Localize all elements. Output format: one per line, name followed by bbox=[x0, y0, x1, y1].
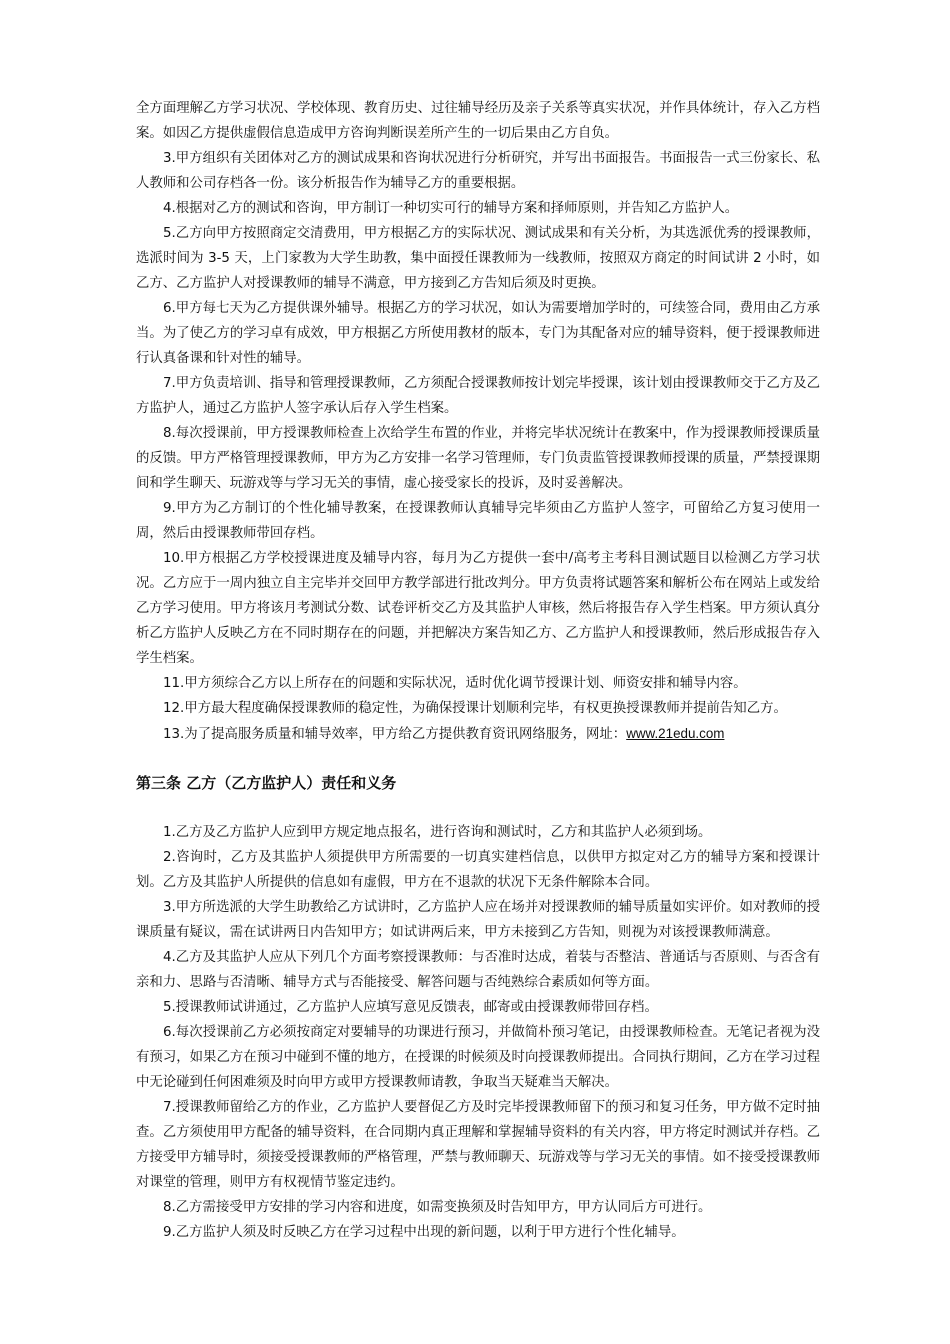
clause-3-9: 9.乙方监护人须及时反映乙方在学习过程中出现的新问题，以利于甲方进行个性化辅导。 bbox=[163, 1225, 685, 1240]
clause-2-13-text: 13.为了提高服务质量和辅导效率，甲方给乙方提供教育资讯网络服务，网址： bbox=[163, 727, 627, 742]
clause-3-2: 2.咨询时，乙方及其监护人须提供甲方所需要的一切真实建档信息，以供甲方拟定对乙方的辅导方案和授课计划。乙方及其监护人所提供的信息如有虚假，甲方在不退款的状况下无条件解除本合同。 bbox=[136, 850, 820, 890]
clause-3-7: 7.授课教师留给乙方的作业，乙方监护人要督促乙方及时完毕授课教师留下的预习和复习任务，甲方做不定时抽查。乙方须使用甲方配备的辅导资料，在合同期内真正理解和掌握辅导资料的有关内容，甲方将定时测试并存档。乙方接受甲方辅导时，须接受授课教师的严格管理，严禁与教师聊天、玩游戏等与学习无关的事情。如不接受授课教师对课堂的管理，则甲方有权视情节鉴定违约。 bbox=[136, 1100, 820, 1190]
clause-2-7: 7.甲方负责培训、指导和管理授课教师，乙方须配合授课教师按计划完毕授课，该计划由授课教师交于乙方及乙方监护人，通过乙方监护人签字承认后存入学生档案。 bbox=[136, 376, 820, 416]
clause-2-11: 11.甲方须综合乙方以上所存在的问题和实际状况，适时优化调节授课计划、师资安排和辅导内容。 bbox=[163, 676, 747, 691]
clause-2-3: 3.甲方组织有关团体对乙方的测试成果和咨询状况进行分析研究，并写出书面报告。书面报告一式三份家长、私人教师和公司存档各一份。该分析报告作为辅导乙方的重要根据。 bbox=[136, 151, 820, 191]
section-3-heading: 第三条 乙方（乙方监护人）责任和义务 bbox=[136, 774, 397, 792]
clause-3-8: 8.乙方需接受甲方安排的学习内容和进度，如需变换须及时告知甲方，甲方认同后方可进行。 bbox=[163, 1200, 712, 1215]
clause-2-10: 10.甲方根据乙方学校授课进度及辅导内容，每月为乙方提供一套中/高考主考科目测试题目以检测乙方学习状况。乙方应于一周内独立自主完毕并交回甲方教学部进行批改判分。甲方负责将试题答案和解析公布在网站上或发给乙方学习使用。甲方将该月考测试分数、试卷评析交乙方及其监护人审核，然后将报告存入学生档案。甲方须认真分析乙方监护人反映乙方在不同时期存在的问题，并把解决方案告知乙方、乙方监护人和授课教师，然后形成报告存入学生档案。 bbox=[136, 551, 820, 666]
clause-3-1: 1.乙方及乙方监护人应到甲方规定地点报名，进行咨询和测试时，乙方和其监护人必须到场。 bbox=[163, 825, 712, 840]
clause-2-9: 9.甲方为乙方制订的个性化辅导教案，在授课教师认真辅导完毕须由乙方监护人签字，可留给乙方复习使用一周，然后由授课教师带回存档。 bbox=[136, 501, 820, 541]
paragraph-continued: 全方面理解乙方学习状况、学校体现、教育历史、过往辅导经历及亲子关系等真实状况，并作具体统计，存入乙方档案。如因乙方提供虚假信息造成甲方咨询判断误差所产生的一切后果由乙方自负。 bbox=[136, 101, 820, 141]
clause-2-4: 4.根据对乙方的测试和咨询，甲方制订一种切实可行的辅导方案和择师原则，并告知乙方监护人。 bbox=[163, 201, 739, 216]
clause-2-5: 5.乙方向甲方按照商定交清费用，甲方根据乙方的实际状况、测试成果和有关分析，为其选派优秀的授课教师，选派时间为 3-5 天，上门家教为大学生助教，集中面授任课教师为一线教师，按照双方商定的时间试讲 2 小时，如乙方、乙方监护人对授课教师的辅导不满意，甲方接到乙方告知后须及时更换。 bbox=[136, 226, 820, 291]
clause-3-4: 4.乙方及其监护人应从下列几个方面考察授课教师：与否准时达成，着装与否整洁、普通话与否原则、与否含有亲和力、思路与否清晰、辅导方式与否能接受、解答问题与否纯熟综合素质如何等方面。 bbox=[136, 950, 820, 990]
clause-3-5: 5.授课教师试讲通过，乙方监护人应填写意见反馈表，邮寄或由授课教师带回存档。 bbox=[163, 1000, 658, 1015]
clause-2-12: 12.甲方最大程度确保授课教师的稳定性，为确保授课计划顺利完毕，有权更换授课教师并提前告知乙方。 bbox=[163, 701, 787, 716]
clause-2-13 bbox=[136, 721, 820, 747]
clause-2-8: 8.每次授课前，甲方授课教师检查上次给学生布置的作业，并将完毕状况统计在教案中，作为授课教师授课质量的反馈。甲方严格管理授课教师，甲方为乙方安排一名学习管理师，专门负责监管授课教师授课的质量，严禁授课期间和学生聊天、玩游戏等与学习无关的事情，虚心接受家长的投诉，及时妥善解决。 bbox=[136, 426, 820, 491]
document-body bbox=[136, 96, 820, 1245]
clause-2-6: 6.甲方每七天为乙方提供课外辅导。根据乙方的学习状况，如认为需要增加学时的，可续签合同，费用由乙方承当。为了使乙方的学习卓有成效，甲方根据乙方所使用教材的版本，专门为其配备对应的辅导资料，便于授课教师进行认真备课和针对性的辅导。 bbox=[136, 301, 820, 366]
website-link[interactable]: www.21edu.com bbox=[626, 726, 725, 741]
clause-3-3: 3.甲方所选派的大学生助教给乙方试讲时，乙方监护人应在场并对授课教师的辅导质量如实评价。如对教师的授课质量有疑议，需在试讲两日内告知甲方；如试讲两后来，甲方未接到乙方告知，则视为对该授课教师满意。 bbox=[136, 900, 820, 940]
clause-3-6: 6.每次授课前乙方必须按商定对要辅导的功课进行预习，并做简朴预习笔记，由授课教师检查。无笔记者视为没有预习，如果乙方在预习中碰到不懂的地方，在授课的时候须及时向授课教师提出。合同执行期间，乙方在学习过程中无论碰到任何困难须及时向甲方或甲方授课教师请教，争取当天疑难当天解决。 bbox=[136, 1025, 820, 1090]
